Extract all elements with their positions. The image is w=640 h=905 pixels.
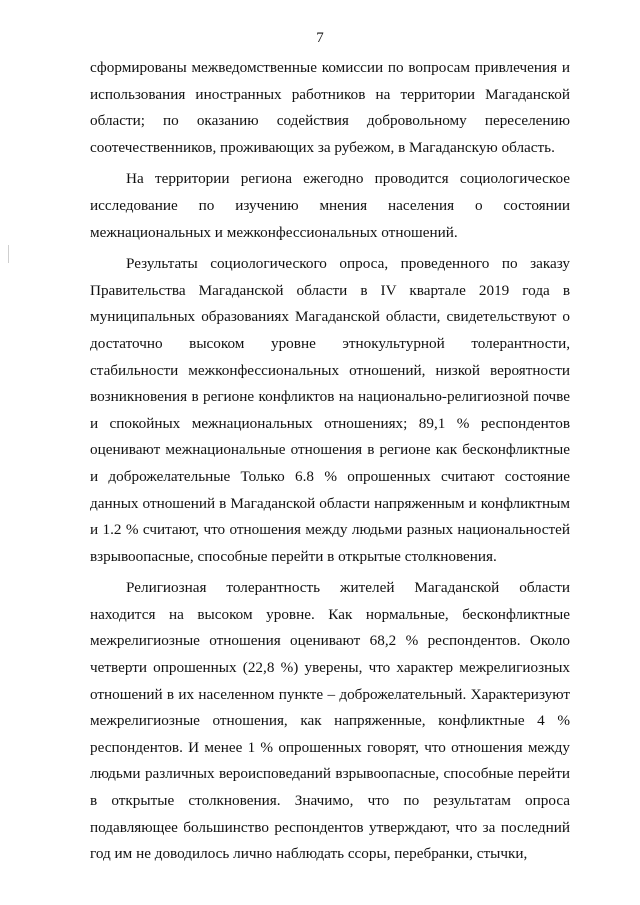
- paragraph-2: На территории региона ежегодно проводится социологическое исследование по изучению мнения населения о состоянии межнациональных и межконфессиональных отношений.: [90, 170, 570, 241]
- document-body: [90, 55, 570, 873]
- paragraph-4: Религиозная толерантность жителей Магаданской области находится на высоком уровне. Как нормальные, бесконфликтные межрелигиозные отношения оценивают 68,2 % респондентов. Около четверти опрошенных (22,8 %) уверены, что характер межрелигиозных отношений в их населенном пункте – доброжелательный. Характеризуют межрелигиозные отношения, как напряженные, конфликтные 4 % респондентов. И менее 1 % опрошенных говорят, что отношения между людьми различных вероисповеданий взрывоопасные, способные перейти в открытые столкновения. Значимо, что по результатам опроса подавляющее большинство респондентов утверждают, что за последний год им не доводилось лично наблюдать ссоры, перебранки, стычки,: [90, 579, 570, 863]
- margin-mark: [8, 245, 9, 263]
- page-number: 7: [316, 30, 324, 46]
- paragraph-1: сформированы межведомственные комиссии по вопросам привлечения и использования иностранных работников на территории Магаданской области; по оказанию содействия добровольному переселению соотечественников, проживающих за рубежом, в Магаданскую область.: [90, 59, 570, 156]
- paragraph-3: Результаты социологического опроса, проведенного по заказу Правительства Магаданской области в IV квартале 2019 года в муниципальных образованиях Магаданской области, свидетельствуют о достаточно высоком уровне этнокультурной толерантности, стабильности межконфессиональных отношений, низкой вероятности возникновения в регионе конфликтов на национально-религиозной почве и спокойных межнациональных отношениях; 89,1 % респондентов оценивают межнациональные отношения в регионе как бесконфликтные и доброжелательные Только 6.8 % опрошенных считают состояние данных отношений в Магаданской области напряженным и конфликтным и 1.2 % считают, что отношения между людьми разных национальностей взрывоопасные, способные перейти в открытые столкновения.: [90, 255, 570, 565]
